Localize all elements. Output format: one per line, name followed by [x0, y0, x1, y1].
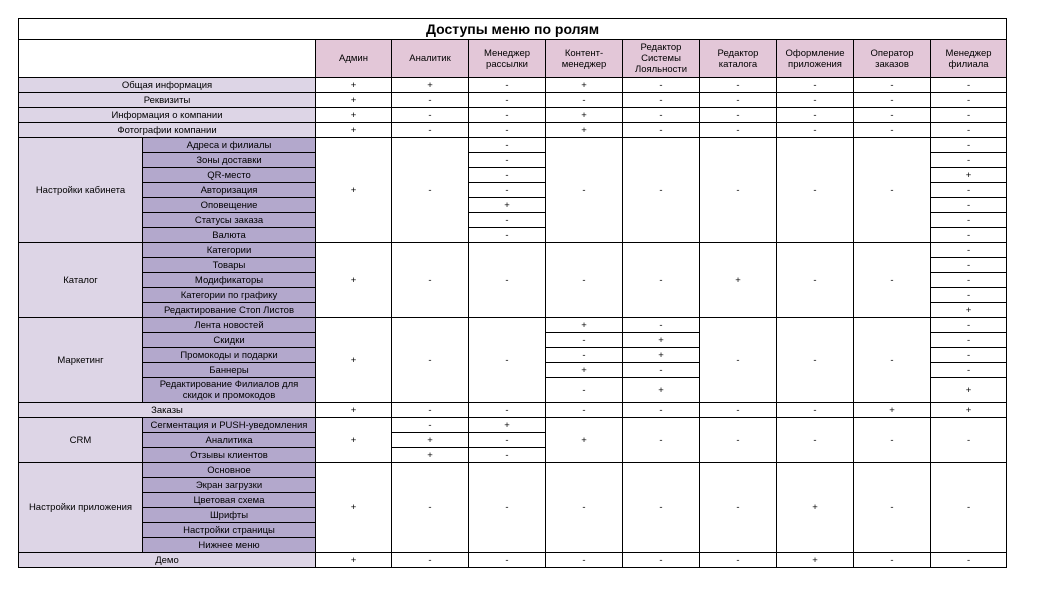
header-blank [19, 40, 316, 78]
cell: + [931, 403, 1007, 418]
cell: - [931, 108, 1007, 123]
row-label: Общая информация [19, 78, 316, 93]
table-row [19, 138, 1007, 153]
cell: - [700, 78, 777, 93]
cell: - [469, 448, 546, 463]
cell: - [777, 318, 854, 403]
role-header: Менеджер рассылки [469, 40, 546, 78]
cell: - [469, 433, 546, 448]
cell: + [316, 108, 392, 123]
role-header: Менеджер филиала [931, 40, 1007, 78]
cell: - [469, 168, 546, 183]
cell: - [777, 123, 854, 138]
sub-item: Валюта [143, 228, 316, 243]
cell: - [931, 363, 1007, 378]
cell: + [546, 123, 623, 138]
cell: - [469, 153, 546, 168]
cell: + [777, 553, 854, 568]
cell: + [854, 403, 931, 418]
cell: - [623, 108, 700, 123]
cell: - [777, 138, 854, 243]
cell: - [854, 123, 931, 138]
cell: - [931, 333, 1007, 348]
cell: - [854, 108, 931, 123]
cell: - [854, 553, 931, 568]
cell: - [931, 463, 1007, 553]
cell: - [546, 93, 623, 108]
cell: - [931, 183, 1007, 198]
cell: - [623, 363, 700, 378]
role-header: Оператор заказов [854, 40, 931, 78]
role-header: Оформление приложения [777, 40, 854, 78]
access-table [18, 18, 1007, 568]
cell: - [469, 243, 546, 318]
table-row [19, 108, 1007, 123]
cell: - [546, 463, 623, 553]
cell: - [623, 418, 700, 463]
cell: + [392, 433, 469, 448]
cell: - [931, 273, 1007, 288]
sub-item: Скидки [143, 333, 316, 348]
section-label: CRM [19, 418, 143, 463]
cell: - [469, 123, 546, 138]
cell: - [623, 403, 700, 418]
table-row [19, 78, 1007, 93]
cell: - [623, 138, 700, 243]
table-row [19, 93, 1007, 108]
cell: - [854, 318, 931, 403]
cell: + [316, 553, 392, 568]
cell: - [469, 108, 546, 123]
sub-item: Категории по графику [143, 288, 316, 303]
row-label: Демо [19, 553, 316, 568]
cell: + [316, 318, 392, 403]
cell: + [546, 108, 623, 123]
cell: - [777, 78, 854, 93]
section-label: Каталог [19, 243, 143, 318]
cell: - [392, 123, 469, 138]
cell: - [623, 318, 700, 333]
sub-item: Сегментация и PUSH-уведомления [143, 418, 316, 433]
sub-item: Оповещение [143, 198, 316, 213]
cell: + [316, 243, 392, 318]
cell: - [854, 243, 931, 318]
sub-item: Лента новостей [143, 318, 316, 333]
cell: - [469, 228, 546, 243]
role-header: Админ [316, 40, 392, 78]
cell: - [700, 123, 777, 138]
cell: - [931, 318, 1007, 333]
cell: + [316, 138, 392, 243]
cell: - [700, 138, 777, 243]
cell: - [777, 93, 854, 108]
cell: - [392, 553, 469, 568]
cell: - [392, 403, 469, 418]
sub-item: Промокоды и подарки [143, 348, 316, 363]
sub-item: Настройки страницы [143, 523, 316, 538]
cell: - [931, 198, 1007, 213]
table-row [19, 318, 1007, 333]
cell: - [546, 348, 623, 363]
cell: - [469, 78, 546, 93]
cell: - [931, 93, 1007, 108]
sub-item: Модификаторы [143, 273, 316, 288]
cell: - [700, 318, 777, 403]
cell: - [546, 378, 623, 403]
table-title: Доступы меню по ролям [19, 19, 1007, 40]
access-table-wrap [18, 18, 1007, 568]
sub-item: Адреса и филиалы [143, 138, 316, 153]
row-label: Фотографии компании [19, 123, 316, 138]
cell: - [623, 78, 700, 93]
cell: + [931, 378, 1007, 403]
cell: - [931, 288, 1007, 303]
cell: - [931, 258, 1007, 273]
sub-item: Авторизация [143, 183, 316, 198]
cell: + [546, 363, 623, 378]
sub-item: Редактирование Стоп Листов [143, 303, 316, 318]
row-label: Заказы [19, 403, 316, 418]
cell: - [777, 243, 854, 318]
cell: - [931, 123, 1007, 138]
cell: - [700, 463, 777, 553]
cell: + [316, 123, 392, 138]
sub-item: Цветовая схема [143, 493, 316, 508]
cell: - [546, 553, 623, 568]
table-row [19, 463, 1007, 478]
cell: - [392, 138, 469, 243]
cell: - [700, 418, 777, 463]
sub-item: Статусы заказа [143, 213, 316, 228]
cell: + [931, 303, 1007, 318]
cell: + [931, 168, 1007, 183]
cell: - [623, 243, 700, 318]
role-header: Редактор каталога [700, 40, 777, 78]
cell: - [700, 553, 777, 568]
cell: + [700, 243, 777, 318]
sub-item: Аналитика [143, 433, 316, 448]
cell: - [623, 553, 700, 568]
section-label: Маркетинг [19, 318, 143, 403]
cell: - [469, 213, 546, 228]
cell: - [392, 463, 469, 553]
cell: - [931, 138, 1007, 153]
sub-item: Экран загрузки [143, 478, 316, 493]
cell: + [469, 198, 546, 213]
cell: - [777, 403, 854, 418]
sub-item: Шрифты [143, 508, 316, 523]
sub-item: Баннеры [143, 363, 316, 378]
row-label: Реквизиты [19, 93, 316, 108]
sub-item: Основное [143, 463, 316, 478]
cell: - [392, 93, 469, 108]
cell: - [469, 403, 546, 418]
cell: + [316, 403, 392, 418]
cell: - [623, 123, 700, 138]
cell: - [546, 243, 623, 318]
cell: - [469, 318, 546, 403]
cell: - [700, 93, 777, 108]
cell: - [931, 243, 1007, 258]
cell: - [854, 78, 931, 93]
cell: + [392, 448, 469, 463]
cell: - [931, 78, 1007, 93]
cell: + [392, 78, 469, 93]
table-row [19, 123, 1007, 138]
cell: + [469, 418, 546, 433]
cell: - [392, 318, 469, 403]
sub-item: QR-место [143, 168, 316, 183]
cell: - [392, 243, 469, 318]
cell: - [392, 418, 469, 433]
cell: + [316, 463, 392, 553]
cell: + [546, 418, 623, 463]
cell: - [854, 93, 931, 108]
sub-item: Категории [143, 243, 316, 258]
cell: - [931, 418, 1007, 463]
cell: - [931, 553, 1007, 568]
cell: - [469, 183, 546, 198]
cell: - [546, 333, 623, 348]
cell: - [700, 108, 777, 123]
table-row [19, 418, 1007, 433]
cell: + [546, 318, 623, 333]
cell: - [392, 108, 469, 123]
cell: - [854, 418, 931, 463]
cell: - [469, 93, 546, 108]
section-label: Настройки приложения [19, 463, 143, 553]
cell: - [469, 463, 546, 553]
cell: + [316, 93, 392, 108]
cell: - [623, 93, 700, 108]
cell: - [777, 108, 854, 123]
cell: - [931, 153, 1007, 168]
cell: - [546, 403, 623, 418]
cell: - [854, 463, 931, 553]
cell: + [623, 348, 700, 363]
cell: - [931, 228, 1007, 243]
role-header: Аналитик [392, 40, 469, 78]
cell: - [931, 348, 1007, 363]
cell: + [546, 78, 623, 93]
table-row [19, 403, 1007, 418]
cell: + [777, 463, 854, 553]
cell: + [316, 418, 392, 463]
cell: - [931, 213, 1007, 228]
cell: - [469, 138, 546, 153]
cell: - [700, 403, 777, 418]
sub-item: Товары [143, 258, 316, 273]
table-row [19, 243, 1007, 258]
sub-item: Зоны доставки [143, 153, 316, 168]
role-header: Редактор Системы Лояльности [623, 40, 700, 78]
cell: + [623, 333, 700, 348]
cell: - [469, 553, 546, 568]
cell: - [546, 138, 623, 243]
section-label: Настройки кабинета [19, 138, 143, 243]
cell: + [623, 378, 700, 403]
cell: + [316, 78, 392, 93]
cell: - [854, 138, 931, 243]
cell: - [623, 463, 700, 553]
role-header: Контент-менеджер [546, 40, 623, 78]
sub-item: Отзывы клиентов [143, 448, 316, 463]
row-label: Информация о компании [19, 108, 316, 123]
sub-item: Нижнее меню [143, 538, 316, 553]
cell: - [777, 418, 854, 463]
table-row [19, 553, 1007, 568]
sub-item: Редактирование Филиалов для скидок и промокодов [143, 378, 316, 403]
